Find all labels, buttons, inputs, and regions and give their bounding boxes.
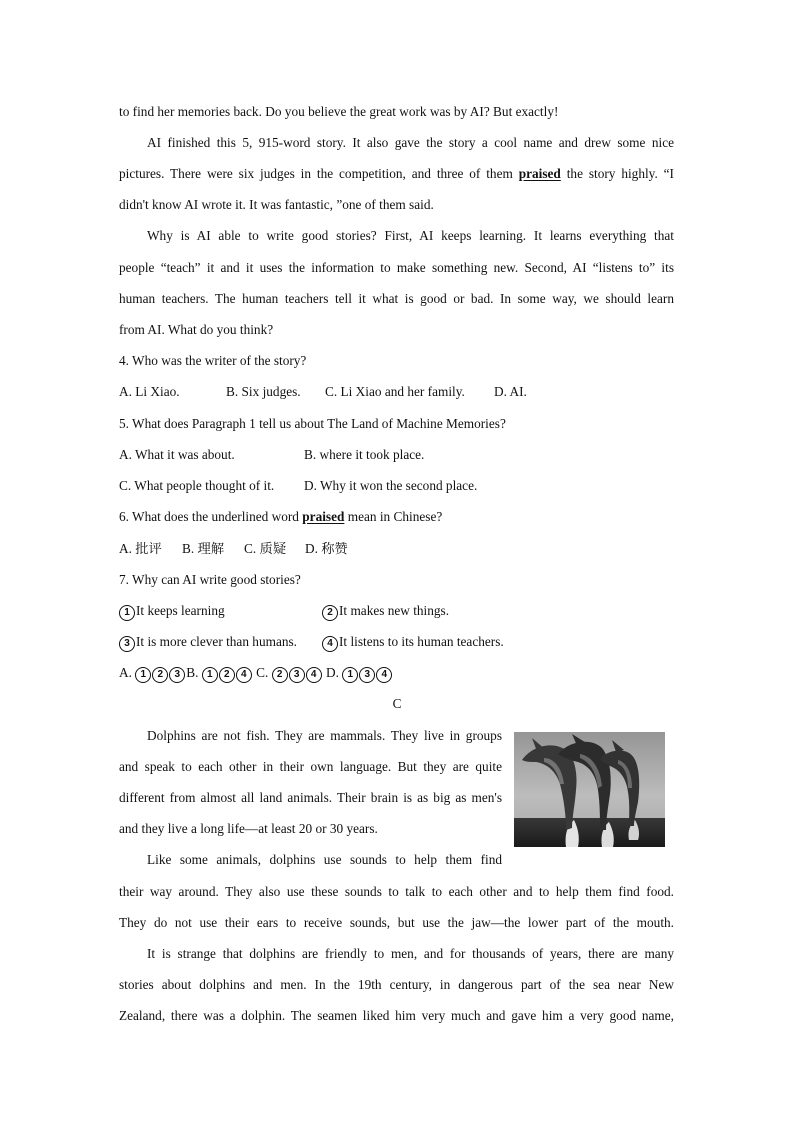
passage-c-para3-line: It is strange that dolphins are friendly to men, and for thousands of years, there are many xyxy=(147,946,674,961)
q4-option-c: C. Li Xiao and her family. xyxy=(325,384,465,399)
circled-number: 2 xyxy=(322,605,338,621)
passage-b-para2-line: AI finished this 5, 915-word story. It also gave the story a cool name and drew some nice xyxy=(147,135,674,150)
statement-text: It listens to its human teachers. xyxy=(339,634,504,649)
q4-option-d: D. AI. xyxy=(494,384,527,399)
passage-b-para3-line: from AI. What do you think? xyxy=(119,322,274,337)
passage-c-para2-line: Like some animals, dolphins use sounds to help them find xyxy=(147,852,502,867)
q7-option-b xyxy=(186,665,253,680)
question-4-stem: 4. Who was the writer of the story? xyxy=(119,353,307,368)
q7-option-c xyxy=(256,665,323,680)
circled-number: 4 xyxy=(306,667,322,683)
q6-option-a: A. 批评 xyxy=(119,541,162,556)
circled-number: 2 xyxy=(272,667,288,683)
option-letter: B. xyxy=(186,665,199,680)
passage-c-para1-line: Dolphins are not fish. They are mammals. They live in groups xyxy=(147,728,502,743)
dolphins-photo xyxy=(514,732,665,847)
circled-number: 3 xyxy=(289,667,305,683)
circled-number: 3 xyxy=(359,667,375,683)
passage-c-para1-line: and they live a long life—at least 20 or 30 years. xyxy=(119,821,378,836)
passage-b-para3-line: human teachers. The human teachers tell it what is good or bad. In some way, we should learn xyxy=(119,291,674,306)
passage-b-para2-line xyxy=(119,165,674,183)
statement-text: It keeps learning xyxy=(136,603,225,618)
question-6-stem xyxy=(119,508,442,526)
circled-number: 2 xyxy=(152,667,168,683)
q7-statement-2 xyxy=(322,602,449,621)
question-7-stem: 7. Why can AI write good stories? xyxy=(119,572,301,587)
circled-number: 4 xyxy=(376,667,392,683)
q5-option-b: B. where it took place. xyxy=(304,447,425,462)
circled-number: 4 xyxy=(236,667,252,683)
option-letter: A. xyxy=(119,665,132,680)
circled-number: 1 xyxy=(135,667,151,683)
q6-option-c: C. 质疑 xyxy=(244,541,287,556)
q7-option-d xyxy=(326,665,393,680)
option-letter: C. xyxy=(256,665,269,680)
circled-number: 3 xyxy=(119,636,135,652)
q4-option-b: B. Six judges. xyxy=(226,384,301,399)
circled-number: 1 xyxy=(202,667,218,683)
q7-statement-3 xyxy=(119,633,297,652)
q5-option-c: C. What people thought of it. xyxy=(119,478,275,493)
passage-c-para1-line: and speak to each other in their own language. But they are quite xyxy=(119,759,502,774)
q7-option-a xyxy=(119,665,186,680)
passage-b-para3-line: Why is AI able to write good stories? First, AI keeps learning. It learns everything that xyxy=(147,228,674,243)
passage-b-para3-line: people “teach” it and it uses the information to make something new. Second, AI “listens to” its xyxy=(119,260,674,275)
circled-number: 2 xyxy=(219,667,235,683)
text-span: the story highly. “I xyxy=(560,166,674,181)
q7-answer-options xyxy=(119,664,393,683)
q6-option-b: B. 理解 xyxy=(182,541,225,556)
q6-option-d: D. 称赞 xyxy=(305,541,348,556)
q5-option-a: A. What it was about. xyxy=(119,447,235,462)
statement-text: It makes new things. xyxy=(339,603,450,618)
circled-number: 4 xyxy=(322,636,338,652)
circled-number: 1 xyxy=(342,667,358,683)
underlined-word-praised: praised xyxy=(302,509,345,524)
statement-text: It is more clever than humans. xyxy=(136,634,297,649)
passage-c-para2-line: They do not use their ears to receive sounds, but use the jaw—the lower part of the mouth. xyxy=(119,915,674,930)
passage-c-para3-line: Zealand, there was a dolphin. The seamen liked him very much and gave him a very good name, xyxy=(119,1008,674,1023)
circled-number: 1 xyxy=(119,605,135,621)
q4-option-a: A. Li Xiao. xyxy=(119,384,180,399)
text-span: mean in Chinese? xyxy=(344,509,443,524)
underlined-word-praised: praised xyxy=(518,166,561,181)
passage-c-heading: C xyxy=(392,696,402,711)
q7-statement-4 xyxy=(322,633,504,652)
passage-c-para3-line: stories about dolphins and men. In the 19th century, in dangerous part of the sea near New xyxy=(119,977,674,992)
text-span: 6. What does the underlined word xyxy=(119,509,303,524)
passage-c-para2-line: their way around. They also use these sounds to talk to each other and to help them find food. xyxy=(119,884,674,899)
circled-number: 3 xyxy=(169,667,185,683)
passage-c-para1-line: different from almost all land animals. Their brain is as big as men's xyxy=(119,790,502,805)
passage-b-line: to find her memories back. Do you believe the great work was by AI? But exactly! xyxy=(119,104,559,119)
dolphins-photo-svg xyxy=(514,732,665,847)
passage-b-para2-line: didn't know AI wrote it. It was fantastic, ”one of them said. xyxy=(119,197,434,212)
text-span: pictures. There were six judges in the competition, and three of them xyxy=(119,166,519,181)
question-5-stem: 5. What does Paragraph 1 tell us about The Land of Machine Memories? xyxy=(119,416,506,431)
option-letter: D. xyxy=(325,665,339,680)
q7-statement-1 xyxy=(119,602,225,621)
q5-option-d: D. Why it won the second place. xyxy=(304,478,478,493)
